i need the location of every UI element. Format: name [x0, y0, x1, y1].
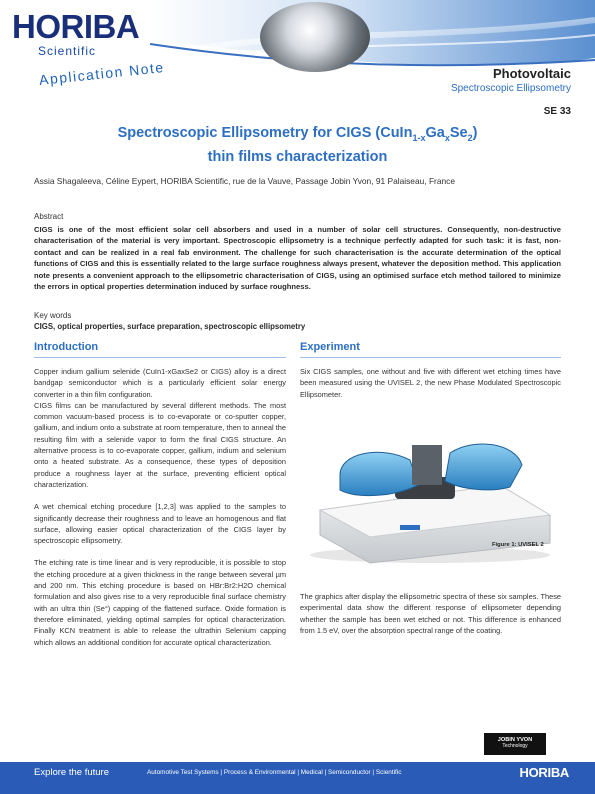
footer-divisions: Automotive Test Systems | Process & Environmental | Medical | Semiconductor | Scientific	[147, 769, 402, 776]
logo-subtitle: Scientific	[38, 44, 97, 58]
experiment-body-2: The graphics after display the ellipsometric spectra of these six samples. These experimental data show the different response of ellipsometer depending whether the sample has been wet etched or not. This difference is enhanced from 1.5 eV, over the absorption spectral range of the coating.	[300, 592, 561, 635]
title-line-2: thin films characterization	[207, 148, 388, 165]
application-note-label: Application Note	[38, 58, 166, 88]
keywords-label: Key words	[34, 311, 72, 320]
keywords-text: CIGS, optical properties, surface preparation, spectroscopic ellipsometry	[34, 322, 306, 331]
badge-line-2: Technology	[502, 743, 528, 749]
title-part: Ga	[425, 125, 445, 141]
badge-line-1: JOBIN YVON	[497, 737, 533, 743]
title-subscript: x	[444, 132, 450, 143]
title-subscript: 1-x	[412, 132, 426, 143]
title-part: Se	[449, 125, 468, 141]
jobin-yvon-badge	[484, 733, 546, 755]
introduction-divider	[34, 357, 286, 358]
wafer-globe-image	[260, 2, 370, 72]
footer-slogan: Explore the future	[34, 767, 109, 778]
experiment-heading: Experiment	[300, 341, 360, 353]
abstract-label: Abstract	[34, 212, 64, 221]
authors: Assia Shagaleeva, Céline Eypert, HORIBA Scientific, rue de la Vauve, Passage Jobin Yvon, 91 Palaiseau, France	[34, 176, 456, 186]
experiment-body-1: Six CIGS samples, one without and five with different wet etching times have been measured using the UVISEL 2, the new Phase Modulated Spectroscopic Ellipsometer.	[300, 367, 561, 399]
title-subscript: 2	[467, 132, 473, 143]
document-code: SE 33	[543, 106, 571, 117]
title-part: )	[472, 125, 478, 141]
footer-logo: HORIBA	[519, 765, 569, 780]
introduction-body	[34, 366, 286, 648]
page-title	[60, 124, 535, 167]
title-part: Spectroscopic Ellipsometry for CIGS (CuIn	[117, 125, 413, 141]
intro-paragraph-4: The etching rate is time linear and is very reproducible, it is possible to stop the etching procedure at a given thickness in the range between several µm and 200 nm. This etching procedure is based on HBr:Br2:H2O chemical formulation and also gives rise to a very reproducible final surface chemistry with an ultra thin (Se°) capping of the flattened surface. Oxide formation is therefore eliminated, yielding optimal samples for optical characterization. Finally KCN treatment is able to release the ultrathin Selenium capping which allows an additional condition for accurate optical characterization.	[34, 558, 286, 647]
horiba-logo: HORIBA	[12, 8, 140, 45]
experiment-divider	[300, 357, 561, 358]
category-title: Photovoltaic	[492, 66, 571, 81]
intro-paragraph-1: Copper indium gallium selenide (CuIn1-xGaxSe2 or CIGS) alloy is a direct bandgap semiconductor which is a particularly efficient solar energy converter in a thin film configuration.	[34, 367, 286, 399]
intro-paragraph-2: CIGS films can be manufactured by several different methods. The most common vacuum-based process is to co-evaporate or co-sputter copper, gallium, and indium onto a substrate at room temperature, then to anneal the resulting film with a selenide vapor to form the final CIGS structure. An alternative process is to co-evaporate copper, gallium, indium and selenium onto a heated substrate. As a consequence, these types of deposition produce a roughness layer at the surface, preventing efficient optical characterization.	[34, 400, 286, 489]
category-subtitle: Spectroscopic Ellipsometry	[450, 83, 571, 94]
abstract-text: CIGS is one of the most efficient solar cell absorbers and used in a number of solar cell structures. Consequently, non-destructive characterisation of the material is very important. Spectroscopic ellipsometry is a technique perfectly adapted for such task: it is fast, non-contact and can be realized in a real fab environment. The challenge for such characterisation is the accurate determination of the optical functions of CIGS and this is essentially related to the large surface roughness always present, whatever the deposition method. This application note presents a convenient approach to the ellipsometric characterisation of CIGS, using an optimised surface etch method tailored to minimize the errors in optical properties determination induced by surface roughness.	[34, 225, 561, 292]
introduction-heading: Introduction	[34, 341, 99, 353]
intro-paragraph-3: A wet chemical etching procedure [1,2,3] was applied to the samples to significantly decrease their roughness and to leave an homogenous and flat surface, allowing easier optical characterization of the CIGS layer by spectroscopic ellipsometry.	[34, 502, 286, 546]
figure-caption: Figure 1: UVISEL 2	[492, 542, 544, 548]
title-line-1	[60, 124, 535, 148]
